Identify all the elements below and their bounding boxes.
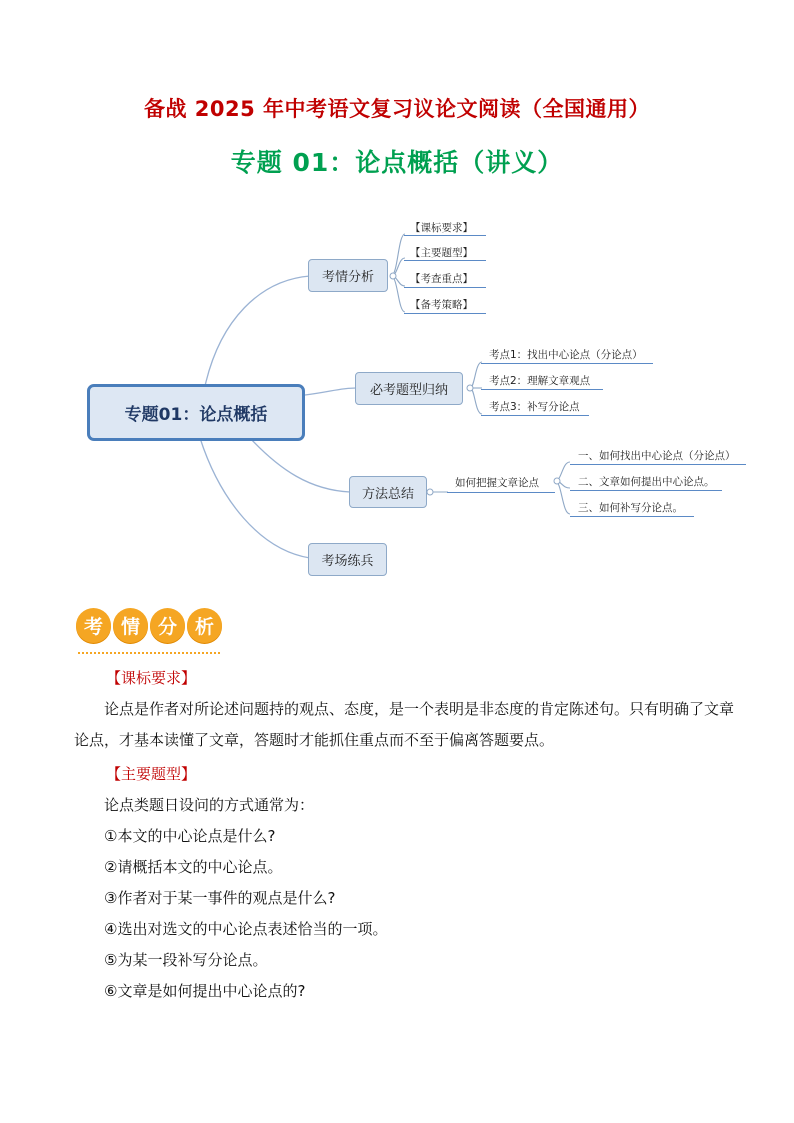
badge-char: 析 (187, 608, 222, 643)
connector-root-b4 (200, 438, 310, 558)
document-subtitle: 专题 01：论点概括（讲义） (230, 148, 564, 177)
leaf-point-1: 考点1：找出中心论点（分论点） (489, 349, 643, 361)
branch-node-question-types: 必考题型归纳 (355, 372, 463, 405)
leaf-prep-strategy: 【备考策略】 (410, 299, 473, 311)
badge-char: 分 (150, 608, 185, 643)
curriculum-heading: 【课标要求】 (106, 669, 197, 687)
question-types-heading: 【主要题型】 (106, 765, 197, 783)
leaf-grasp-thesis: 如何把握文章论点 (455, 477, 539, 489)
connector-b2-c1 (470, 362, 482, 388)
leaf-method-2: 二、文章如何提出中心论点。 (578, 476, 715, 488)
branch-node-exam-practice: 考场练兵 (308, 543, 387, 576)
question-type-item: ⑥文章是如何提出中心论点的? (104, 982, 306, 1000)
leaf-main-types: 【主要题型】 (410, 247, 473, 259)
curriculum-paragraph: 论点是作者对所论述问题持的观点、态度，是一个表明是非态度的肯定陈述句。只有明确了文章论点，才基本读懂了文章，答题时才能抓住重点而不至于偏离答题要点。 (74, 700, 735, 749)
document-title: 备战 2025 年中考语文复习议论文阅读（全国通用） (143, 97, 651, 121)
leaf-underline (404, 235, 486, 236)
collapse-dot-sub (554, 478, 560, 484)
leaf-underline (404, 313, 486, 314)
leaf-underline (570, 490, 722, 491)
badge-char: 情 (113, 608, 148, 643)
connector-sub-c3 (555, 481, 570, 514)
question-type-item: ①本文的中心论点是什么? (104, 827, 276, 845)
connector-b1-c1 (391, 234, 405, 276)
question-type-item: ③作者对于某一事件的观点是什么? (104, 889, 336, 907)
collapse-dot-b2 (467, 385, 473, 391)
leaf-method-3: 三、如何补写分论点。 (578, 502, 683, 514)
connector-b2-c3 (470, 388, 482, 414)
mind-map (0, 200, 794, 590)
connector-root-b1 (205, 276, 310, 386)
leaf-underline (481, 389, 603, 390)
leaf-point-2: 考点2：理解文章观点 (489, 375, 591, 387)
leaf-underline (404, 287, 486, 288)
leaf-curriculum-requirement: 【课标要求】 (410, 222, 473, 234)
question-type-item: ②请概括本文的中心论点。 (104, 858, 283, 876)
leaf-method-1: 一、如何找出中心论点（分论点） (578, 450, 736, 462)
question-type-item: ⑤为某一段补写分论点。 (104, 951, 268, 969)
leaf-point-3: 考点3：补写分论点 (489, 401, 580, 413)
question-types-intro: 论点类题日设问的方式通常为： (104, 796, 315, 814)
connector-root-b2 (305, 388, 356, 395)
leaf-underline (481, 415, 589, 416)
leaf-underline (481, 363, 653, 364)
mind-map-root: 专题01：论点概括 (87, 384, 305, 441)
branch-node-method-summary: 方法总结 (349, 476, 427, 508)
connector-root-b3 (250, 438, 350, 492)
section-badge (76, 608, 222, 643)
badge-underline (78, 652, 220, 654)
leaf-underline (570, 464, 746, 465)
badge-char: 考 (76, 608, 111, 643)
question-type-item: ④选出对选文的中心论点表述恰当的一项。 (104, 920, 388, 938)
leaf-exam-focus: 【考查重点】 (410, 273, 473, 285)
leaf-underline (570, 516, 694, 517)
collapse-dot-b1 (390, 273, 396, 279)
collapse-dot-b3 (427, 489, 433, 495)
leaf-underline (404, 260, 486, 261)
branch-node-exam-analysis: 考情分析 (308, 259, 388, 292)
leaf-underline (447, 492, 555, 493)
